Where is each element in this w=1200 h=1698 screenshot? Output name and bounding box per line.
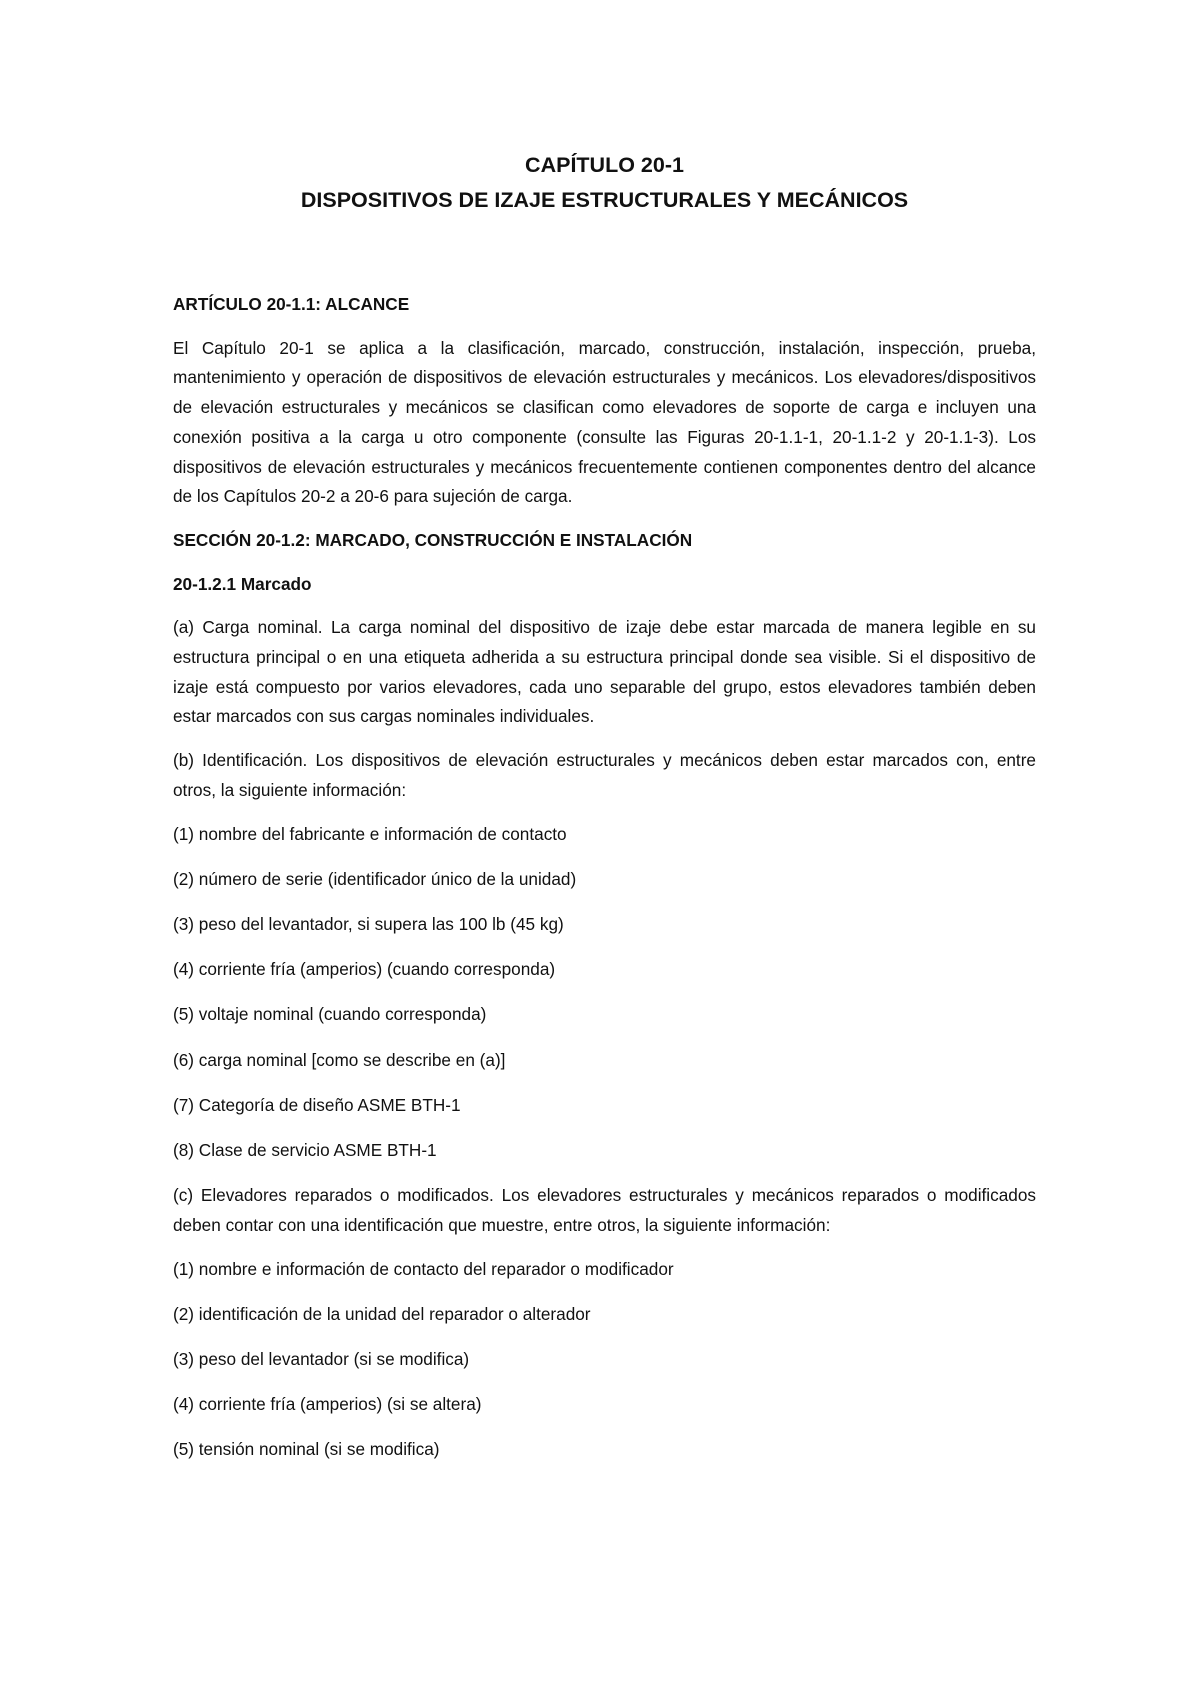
subsection-heading: 20-1.2.1 Marcado — [173, 573, 312, 594]
list-item: (4) corriente fría (amperios) (cuando corresponda) — [173, 959, 556, 980]
article-body: El Capítulo 20-1 se aplica a la clasificación, marcado, construcción, instalación, inspección, prueba, mantenimiento y operación de dispositivos de elevación estructurales y mecánicos. Los elevadores/dispositivos de elevación estructurales y mecánicos se clasifican como elevadores de soporte de carga e incluyen una conexión positiva a la carga u otro componente (consulte las Figuras 20-1.1-1, 20-1.1-2 y 20-1.1-3). Los dispositivos de elevación estructurales y mecánicos frecuentemente contienen componentes dentro del alcance de los Capítulos 20-2 a 20-6 para sujeción de carga. — [173, 337, 1036, 507]
chapter-title-block — [173, 148, 1036, 218]
paragraph-a: (a) Carga nominal. La carga nominal del dispositivo de izaje debe estar marcada de manera legible en su estructura principal o en una etiqueta adherida a su estructura principal donde sea visible. Si el dispositivo de izaje está compuesto por varios elevadores, cada uno separable del grupo, estos elevadores también deben estar marcados con sus cargas nominales individuales. — [173, 617, 1036, 727]
list-item: (1) nombre e información de contacto del reparador o modificador — [173, 1258, 674, 1279]
list-item: (5) voltaje nominal (cuando corresponda) — [173, 1004, 487, 1025]
list-item: (2) identificación de la unidad del reparador o alterador — [173, 1303, 591, 1324]
article-heading: ARTÍCULO 20-1.1: ALCANCE — [173, 294, 410, 314]
chapter-title: CAPÍTULO 20-1 — [525, 153, 684, 177]
paragraph-b: (b) Identificación. Los dispositivos de elevación estructurales y mecánicos deben estar marcados con, entre otros, la siguiente información: — [173, 750, 1036, 800]
list-item: (3) peso del levantador, si supera las 100 lb (45 kg) — [173, 913, 564, 934]
list-item: (1) nombre del fabricante e información de contacto — [173, 823, 567, 844]
list-item: (7) Categoría de diseño ASME BTH-1 — [173, 1094, 461, 1115]
chapter-subtitle: DISPOSITIVOS DE IZAJE ESTRUCTURALES Y MECÁNICOS — [300, 188, 909, 212]
list-item: (3) peso del levantador (si se modifica) — [173, 1348, 470, 1369]
list-c — [173, 1255, 1036, 1466]
list-item: (2) número de serie (identificador único de la unidad) — [173, 868, 577, 889]
list-b — [173, 820, 1036, 1166]
list-item: (4) corriente fría (amperios) (si se altera) — [173, 1394, 482, 1415]
paragraph-c: (c) Elevadores reparados o modificados. Los elevadores estructurales y mecánicos reparados o modificados deben contar con una identificación que muestre, entre otros, la siguiente información: — [173, 1185, 1036, 1235]
section-heading: SECCIÓN 20-1.2: MARCADO, CONSTRUCCIÓN E INSTALACIÓN — [173, 529, 693, 550]
page-content — [173, 148, 1036, 1481]
list-item: (5) tensión nominal (si se modifica) — [173, 1439, 440, 1460]
list-item: (6) carga nominal [como se describe en (a)] — [173, 1049, 506, 1070]
list-item: (8) Clase de servicio ASME BTH-1 — [173, 1139, 437, 1160]
